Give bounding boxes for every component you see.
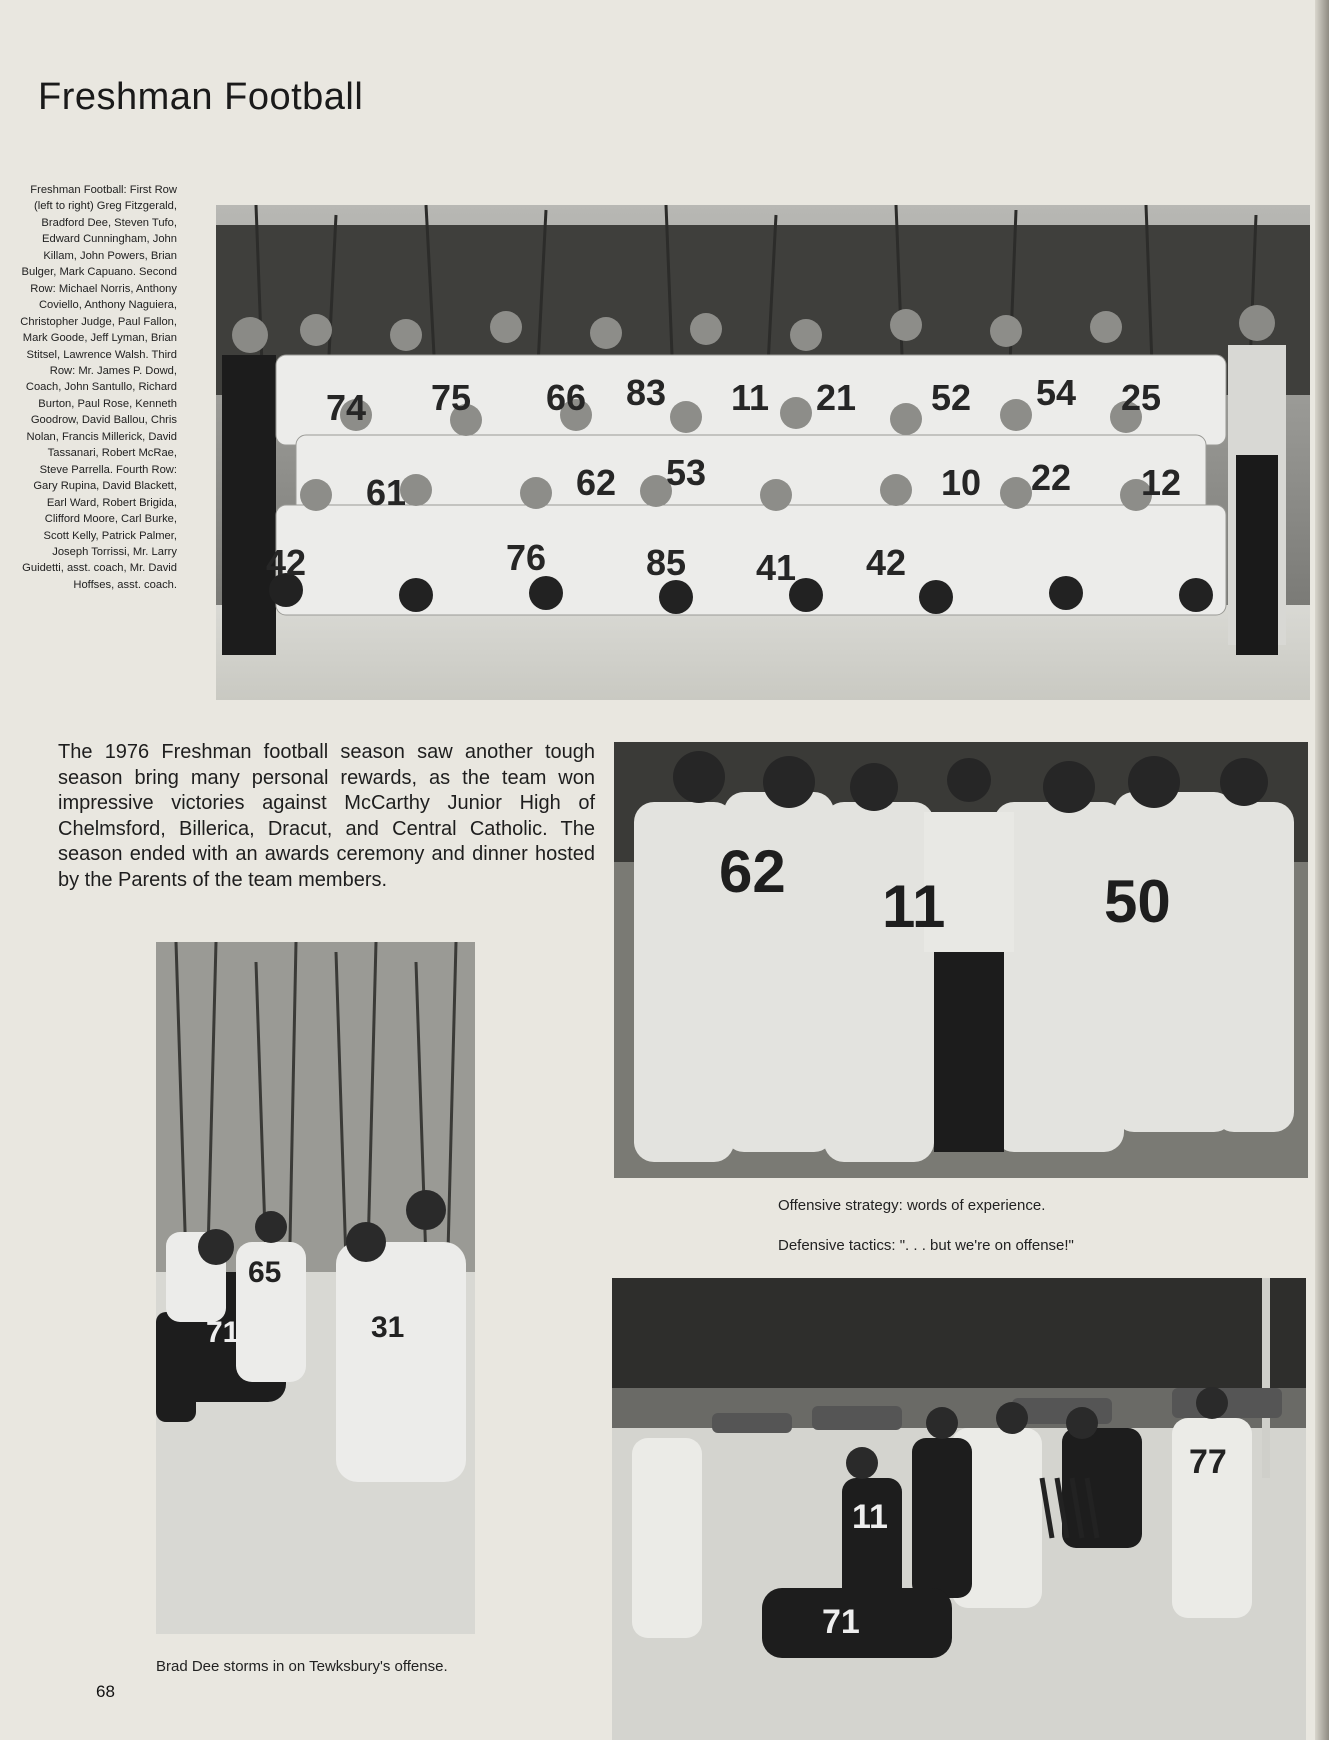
defense-photo-caption: Defensive tactics: ". . . but we're on offense!": [778, 1237, 1074, 1254]
team-jersey-number: 41: [756, 547, 797, 588]
huddle-photo-caption: Offensive strategy: words of experience.: [778, 1197, 1046, 1214]
team-jersey-number: 54: [1036, 372, 1077, 413]
team-jersey-number: 12: [1141, 462, 1182, 503]
team-jersey-number: 11: [731, 377, 770, 418]
team-jersey-number: 76: [506, 537, 547, 578]
team-jersey-number: 61: [366, 472, 407, 513]
article-text: The 1976 Freshman football season saw another tough season bring many personal rewards, as the team won impressive victories against McCarthy Junior High of Chelmsford, Billerica, Dracut, and Central Catholic. The season ended with an awards ceremony and dinner hosted by the Parents of the team members.: [58, 741, 595, 891]
team-jersey-number: 22: [1031, 457, 1072, 498]
run-photo-caption: Brad Dee storms in on Tewksbury's offense.: [156, 1658, 448, 1675]
huddle-jersey-number: 50: [1104, 868, 1171, 935]
huddle-jersey-number: 11: [882, 873, 946, 940]
huddle-jersey-number: 62: [719, 838, 786, 905]
team-jersey-number: 85: [646, 542, 687, 583]
defense-photo: [612, 1278, 1306, 1740]
run-photo: [156, 942, 475, 1634]
team-jersey-number: 42: [266, 542, 307, 583]
team-jersey-number: 66: [546, 377, 587, 418]
team-jersey-number: 10: [941, 462, 982, 503]
page-title: Freshman Football: [38, 76, 364, 118]
team-jersey-number: 62: [576, 462, 617, 503]
huddle-photo: [614, 742, 1308, 1178]
run-jersey-number: 31: [371, 1311, 405, 1344]
team-jersey-number: 75: [431, 377, 472, 418]
defense-jersey-number: 77: [1189, 1443, 1227, 1481]
team-jersey-number: 52: [931, 377, 972, 418]
run-jersey-number: 65: [248, 1256, 282, 1289]
page-edge: [1315, 0, 1329, 1740]
team-photo: [216, 205, 1310, 700]
defense-jersey-number: 11: [852, 1498, 888, 1536]
team-jersey-number: 42: [866, 542, 907, 583]
team-jersey-number: 83: [626, 372, 667, 413]
run-jersey-number: 71: [206, 1316, 240, 1349]
team-jersey-number: 25: [1121, 377, 1162, 418]
team-jersey-number: 74: [326, 387, 367, 428]
team-jersey-number: 53: [666, 452, 707, 493]
team-jersey-number: 21: [816, 377, 857, 418]
team-photo-caption: Freshman Football: First Row (left to right) Greg Fitzgerald, Bradford Dee, Steven Tufo, Edward Cunningham, John Killam, John Powers, Brian Bulger, Mark Capuano. Second Row: Michael Norris, Anthony Coviello, Anthony Naguiera, Christopher Judge, Paul Fallon, Mark Goode, Jeff Lyman, Brian Stitsel, Lawrence Walsh. Third Row: Mr. James P. Dowd, Coach, John Santullo, Richard Burton, Paul Rose, Kenneth Goodrow, David Ballou, Chris Nolan, Francis Millerick, David Tassanari, Robert McRae, Steve Parrella. Fourth Row: Gary Rupina, David Blackett, Earl Ward, Robert Brigida, Clifford Moore, Carl Burke, Scott Kelly, Patrick Palmer, Joseph Torrissi, Mr. Larry Guidetti, asst. coach, Mr. David Hoffses, asst. coach.: [20, 184, 177, 591]
page-number: 68: [96, 1682, 115, 1701]
defense-jersey-number: 71: [822, 1603, 860, 1641]
